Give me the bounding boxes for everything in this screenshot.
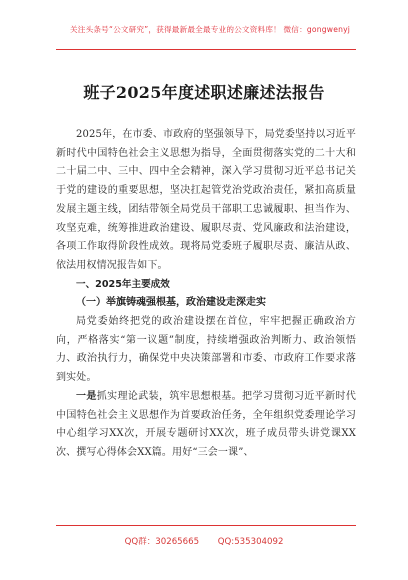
body-paragraph-2 xyxy=(56,388,356,463)
footer-qq-group: QQ群：30265665 xyxy=(124,537,200,547)
subsection-heading: （一）举旗铸魂强根基，政治建设走深走实 xyxy=(76,297,266,309)
section-heading: 一、2025年主要成效 xyxy=(76,278,170,290)
body-paragraph: 局党委始终把党的政治建设摆在首位，牢牢把握正确政治方向，严格落实“第一议题”制度，持续增强政治判断力、政治领悟力、政治执行力，确保党中央决策部署和市委、市政府工作要求落到实处。 xyxy=(56,316,356,384)
document-title: 班子2025年度述职述廉述法报告 xyxy=(83,83,325,102)
footer xyxy=(0,535,408,547)
header-note: 关注头条号“公文研究”，获得最新最全最专业的公文资料库！ 微信：gongwenyj xyxy=(70,25,351,34)
paragraph-text: 抓实理论武装，筑牢思想根基。把学习贯彻习近平新时代中国特色社会主义思想作为首要政治任务，全年组织党委理论学习中心组学习XX次，开展专题研讨XX次，班子成员带头讲党课XX次、撰写心得体会XX篇。用好“三会一课”、 xyxy=(56,390,356,458)
footer-divider xyxy=(56,525,356,526)
intro-paragraph: 2025年，在市委、市政府的坚强领导下，局党委坚持以习近平新时代中国特色社会主义思想为指导，全面贯彻落实党的二十大和二十届二中、三中、四中全会精神，深入学习贯彻习近平总书记关于党的建设的重要思想，坚决扛起管党治党政治责任，紧扣高质量发展主题主线，团结带领全局党员干部职工忠诚履职、担当作为、攻坚克难，统筹推进政治建设、履职尽责、党风廉政和法治建设，各项工作取得阶段性成效。现将局党委班子履职尽责、廉洁从政、依法用权情况报告如下。 xyxy=(56,129,356,271)
footer-qq: QQ:535304092 xyxy=(217,537,284,547)
header-divider xyxy=(56,49,356,50)
document-body xyxy=(56,126,356,463)
paragraph-lead: 一是 xyxy=(76,390,97,402)
